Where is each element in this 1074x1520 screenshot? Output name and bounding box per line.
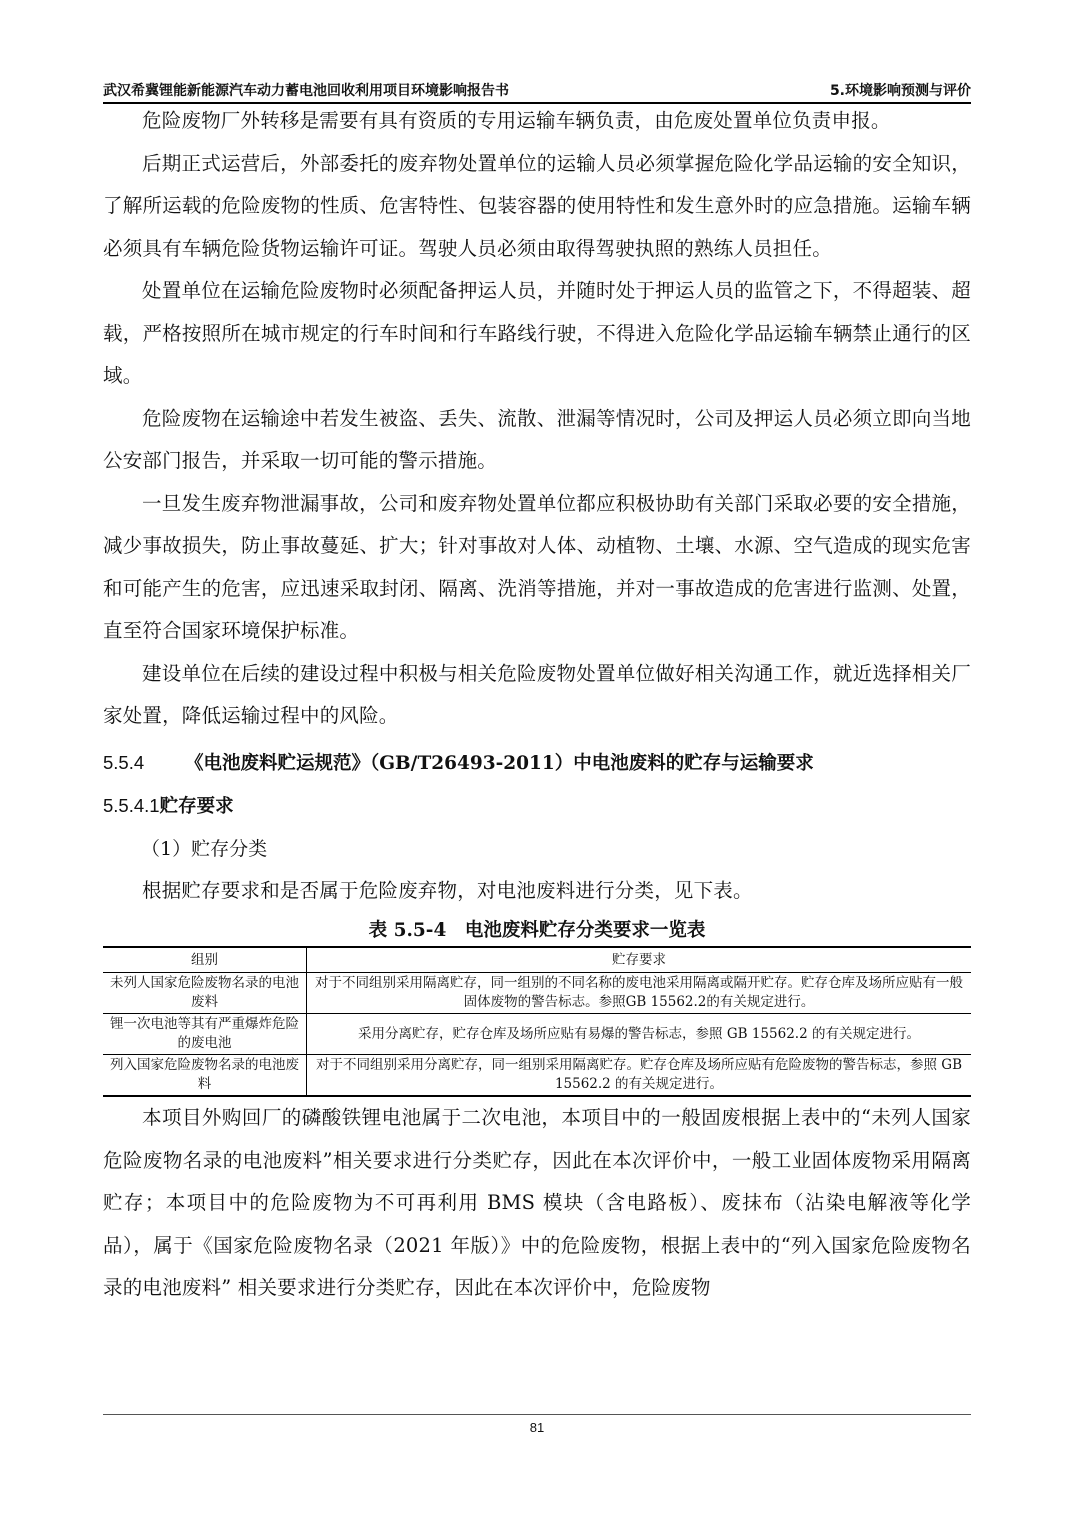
header-chapter-title: 5.环境影响预测与评价 <box>829 83 971 99</box>
subsection-heading <box>103 785 971 828</box>
page-number: 81 <box>529 1420 545 1435</box>
paragraph-escort: 处置单位在运输危险废物时必须配备押运人员，并随时处于押运人员的监管之下，不得超装、超载，严格按照所在城市规定的行车时间和行车路线行驶，不得进入危险化学品运输车辆禁止通行的区域。 <box>103 279 971 387</box>
table-caption: 表 5.5-4 电池废料贮存分类要求一览表 <box>368 920 706 941</box>
table-cell-requirement: 对于不同组别采用隔离贮存，同一组别的不同名称的废电池采用隔离或隔开贮存。贮存仓库及场所应贴有一般固体废物的警告标志。参照GB 15562.2的有关规定进行。 <box>307 973 972 1014</box>
list-item-storage-classification: （1）贮存分类 <box>141 837 268 860</box>
subsection-number: 5.5.4.1 <box>103 794 160 816</box>
table-header-row <box>103 947 971 973</box>
paragraph-project-storage: 本项目外购回厂的磷酸铁锂电池属于二次电池，本项目中的一般固废根据上表中的“未列人国家危险废物名录的电池废料”相关要求进行分类贮存，因此在本次评价中，一般工业固体废物采用隔离贮存；本项目中的危险废物为不可再利用 BMS 模块（含电路板）、废抹布（沾染电解液等化学品），属于《国家危险废物名录（2021 年版）》中的危险废物，根据上表中的“列入国家危险废物名录的电池废料” 相关要求进行分类贮存，因此在本次评价中，危险废物 <box>103 1106 971 1299</box>
paragraph-transfer: 危险废物厂外转移是需要有具有资质的专用运输车辆负责，由危废处置单位负责申报。 <box>142 109 891 132</box>
paragraph-communication: 建设单位在后续的建设过程中积极与相关危险废物处置单位做好相关沟通工作，就近选择相关厂家处置，降低运输过程中的风险。 <box>103 661 971 727</box>
paragraph-table-intro: 根据贮存要求和是否属于危险废弃物，对电池废料进行分类，见下表。 <box>142 878 753 902</box>
table-header-group: 组别 <box>103 947 307 973</box>
section-title: 《电池废料贮运规范》（GB/T26493-2011）中电池废料的贮存与运输要求 <box>185 752 814 774</box>
storage-classification-table <box>103 946 971 1097</box>
table-row <box>103 1014 971 1055</box>
table-row <box>103 973 971 1014</box>
table-cell-requirement: 对于不同组别采用分离贮存，同一组别采用隔离贮存。贮存仓库及场所应贴有危险废物的警告标志，参照 GB 15562.2 的有关规定进行。 <box>307 1055 972 1097</box>
table-header-requirement: 贮存要求 <box>307 947 972 973</box>
table-cell-group: 未列人国家危险废物名录的电池废料 <box>103 973 307 1014</box>
subsection-title: 贮存要求 <box>159 795 234 817</box>
header-report-title: 武汉希冀锂能新能源汽车动力蓄电池回收利用项目环境影响报告书 <box>103 83 509 99</box>
paragraph-loss-report: 危险废物在运输途中若发生被盗、丢失、流散、泄漏等情况时，公司及押运人员必须立即向当地公安部门报告，并采取一切可能的警示措施。 <box>103 406 971 472</box>
paragraph-leak-accident: 一旦发生废弃物泄漏事故，公司和废弃物处置单位都应积极协助有关部门采取必要的安全措施，减少事故损失，防止事故蔓延、扩大；针对事故对人体、动植物、土壤、水源、空气造成的现实危害和可能产生的危害，应迅速采取封闭、隔离、洗消等措施，并对一事故造成的危害进行监测、处置，直至符合国家环境保护标准。 <box>103 491 971 642</box>
table-row <box>103 1055 971 1097</box>
footer-divider <box>103 1414 971 1415</box>
table-cell-group: 列入国家危险废物名录的电池废料 <box>103 1055 307 1097</box>
section-number: 5.5.4 <box>103 751 145 773</box>
table-cell-group: 锂一次电池等其有严重爆炸危险的废电池 <box>103 1014 307 1055</box>
paragraph-transport-personnel: 后期正式运营后，外部委托的废弃物处置单位的运输人员必须掌握危险化学品运输的安全知识，了解所运载的危险废物的性质、危害特性、包装容器的使用特性和发生意外时的应急措施。运输车辆必须具有车辆危险货物运输许可证。驾驶人员必须由取得驾驶执照的熟练人员担任。 <box>103 151 971 260</box>
table-cell-requirement: 采用分离贮存，贮存仓库及场所应贴有易爆的警告标志，参照 GB 15562.2 的有关规定进行。 <box>307 1014 972 1055</box>
section-heading <box>103 742 971 785</box>
page-body <box>103 100 971 1310</box>
